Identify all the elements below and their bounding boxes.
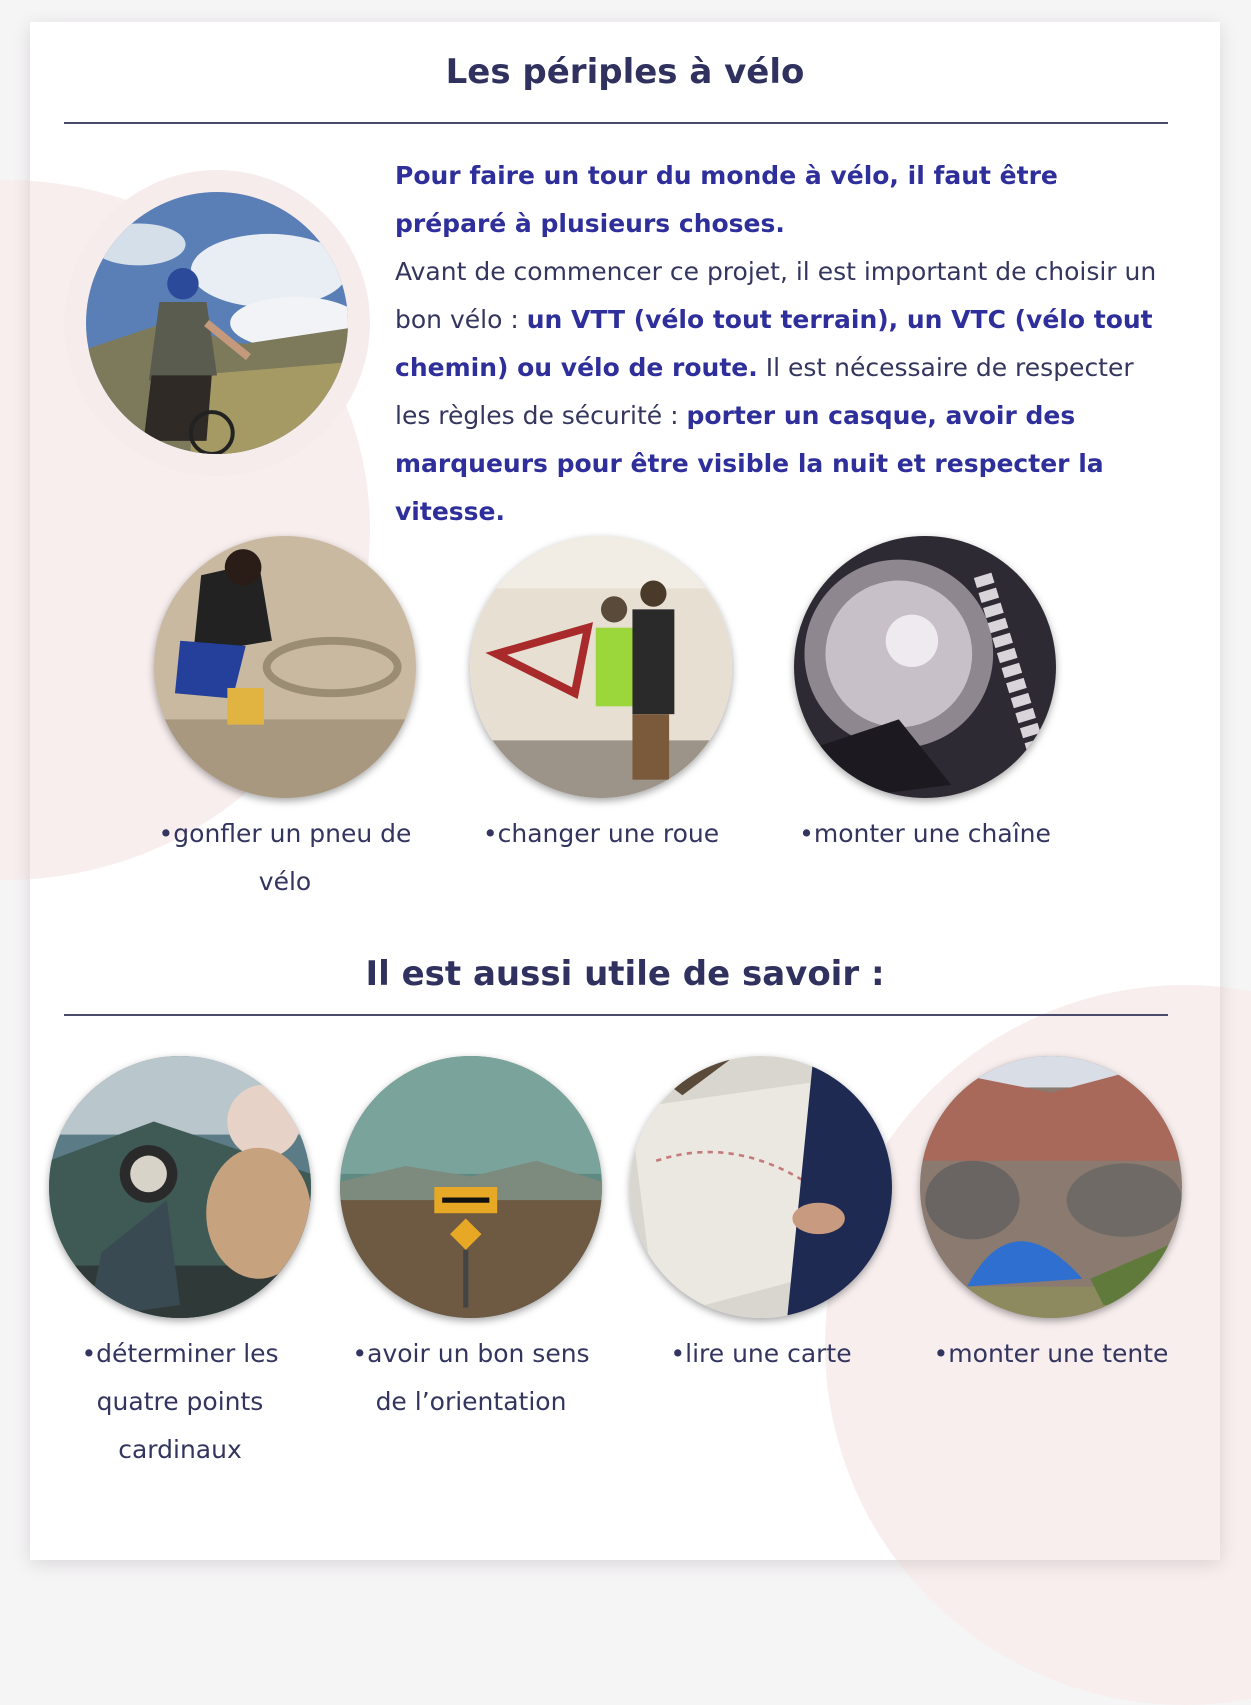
cyclist-photo	[86, 192, 348, 454]
map-photo	[630, 1056, 892, 1318]
intro-part-1: Avant de commencer ce projet, il est important de choisir un bon vélo :	[395, 257, 1157, 334]
page-card	[30, 22, 1220, 1560]
skill-caption-orientation: •avoir un bon sens de l’orientation	[352, 1339, 590, 1416]
compass-photo	[49, 1056, 311, 1318]
intro-highlight-1: un VTT (vélo tout terrain), un VTC (vélo tout chemin) ou vélo de route.	[395, 305, 1153, 382]
skill-item-map	[630, 1056, 892, 1378]
repair-caption-wheel: •changer une roue	[482, 819, 720, 848]
repair-caption-tire: •gonfler un pneu de vélo	[158, 819, 412, 896]
tent-photo	[920, 1056, 1182, 1318]
page-title: Les périples à vélo	[445, 52, 805, 92]
skill-item-orientation	[340, 1056, 602, 1426]
title-divider	[64, 122, 1168, 124]
section-divider	[64, 1014, 1168, 1016]
repair-item-chain	[794, 536, 1056, 858]
skill-caption-compass: •déterminer les quatre points cardinaux	[81, 1339, 279, 1464]
repair-item-wheel	[470, 536, 732, 858]
intro-part-2: Il est nécessaire de respecter les règles de sécurité :	[395, 353, 1134, 430]
intro-text	[395, 152, 1175, 536]
intro-lead: Pour faire un tour du monde à vélo, il faut être préparé à plusieurs choses.	[395, 161, 1058, 238]
workshop-photo	[470, 536, 732, 798]
chain-photo	[794, 536, 1056, 798]
repair-item-tire	[154, 536, 416, 906]
tire-photo	[154, 536, 416, 798]
skill-caption-map: •lire une carte	[670, 1339, 852, 1368]
section-title: Il est aussi utile de savoir :	[365, 954, 885, 994]
intro-highlight-2: porter un casque, avoir des marqueurs pour être visible la nuit et respecter la vitesse.	[395, 401, 1104, 526]
repair-caption-chain: •monter une chaîne	[799, 819, 1051, 848]
skill-item-tent	[920, 1056, 1182, 1378]
hero-image-frame	[64, 170, 370, 476]
skill-caption-tent: •monter une tente	[933, 1339, 1169, 1368]
skill-item-compass	[49, 1056, 311, 1474]
road-sign-photo	[340, 1056, 602, 1318]
